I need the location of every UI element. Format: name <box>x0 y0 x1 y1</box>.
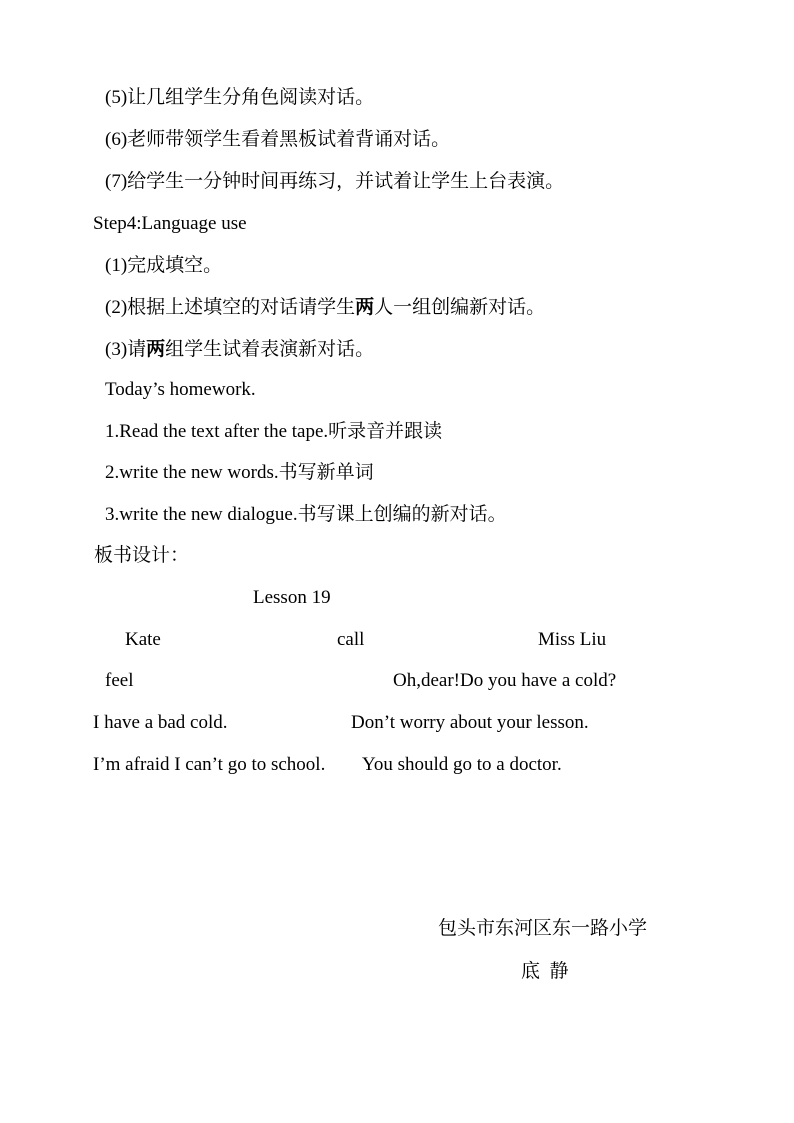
homework-3: 3.write the new dialogue.书写课上创编的新对话。 <box>105 504 507 525</box>
board-oh-dear: Oh,dear!Do you have a cold? <box>393 670 617 691</box>
board-call: call <box>337 629 365 650</box>
signature-name: 底 静 <box>521 961 569 982</box>
step4-item-2-bold: 两 <box>355 297 375 318</box>
board-lesson: Lesson 19 <box>253 587 331 608</box>
step4-item-2-pre: (2)根据上述填空的对话请学生 <box>105 297 356 318</box>
board-bad-cold: I have a bad cold. <box>93 712 228 733</box>
homework-heading: Today’s homework. <box>105 379 256 400</box>
signature-school: 包头市东河区东一路小学 <box>438 918 648 939</box>
step-5: (5)让几组学生分角色阅读对话。 <box>105 87 375 108</box>
step4-item-2 <box>105 296 545 320</box>
board-miss-liu: Miss Liu <box>538 629 607 650</box>
homework-2: 2.write the new words.书写新单词 <box>105 462 374 483</box>
board-doctor: You should go to a doctor. <box>362 754 562 775</box>
board-dont-worry: Don’t worry about your lesson. <box>351 712 589 733</box>
step-6: (6)老师带领学生看着黑板试着背诵对话。 <box>105 129 451 150</box>
homework-1: 1.Read the text after the tape.听录音并跟读 <box>105 421 443 442</box>
step4-item-3-post: 组学生试着表演新对话。 <box>165 339 375 360</box>
board-kate: Kate <box>125 629 161 650</box>
step4-item-2-post: 人一组创编新对话。 <box>374 297 546 318</box>
step4-heading: Step4:Language use <box>93 213 247 234</box>
step4-item-3 <box>105 338 374 362</box>
board-afraid: I’m afraid I can’t go to school. <box>93 754 326 775</box>
board-heading: 板书设计： <box>94 545 190 566</box>
step4-item-3-pre: (3)请 <box>105 339 147 360</box>
board-feel: feel <box>105 670 134 691</box>
step4-item-1: (1)完成填空。 <box>105 255 223 276</box>
step4-item-3-bold: 两 <box>146 339 166 360</box>
step-7: (7)给学生一分钟时间再练习，并试着让学生上台表演。 <box>105 171 565 192</box>
